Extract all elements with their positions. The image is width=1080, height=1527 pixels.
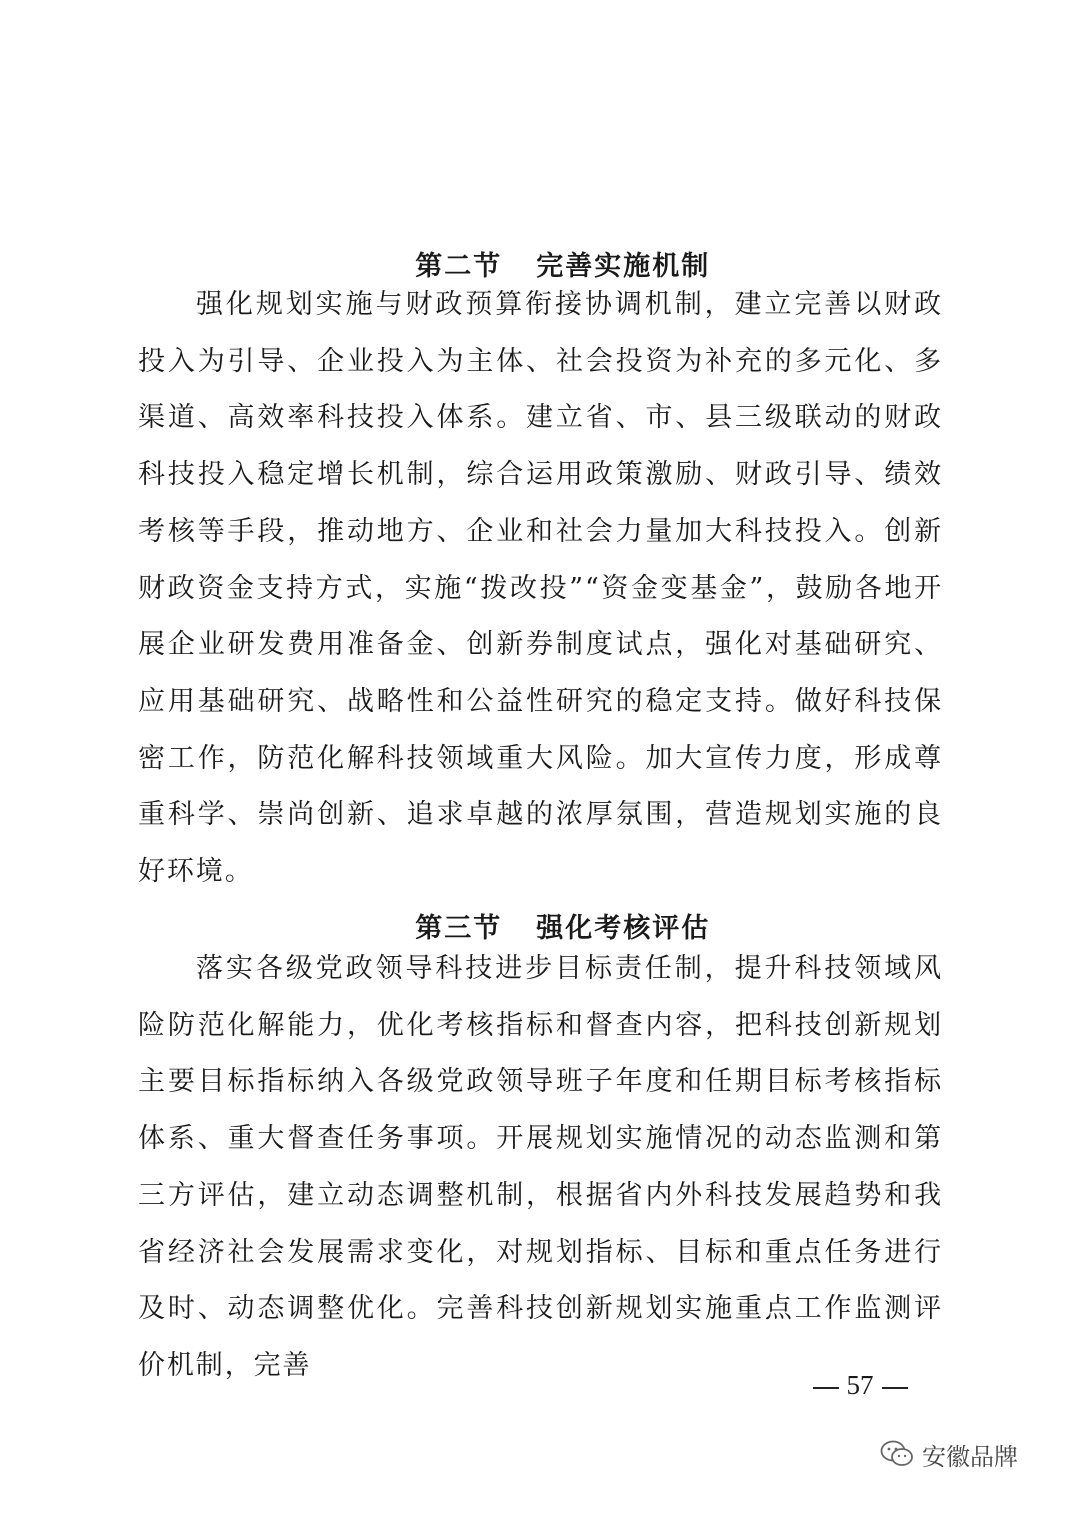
page-number — [780, 1365, 940, 1405]
wechat-icon — [880, 1439, 914, 1469]
section-paragraph: 强化规划实施与财政预算衔接协调机制，建立完善以财政投入为引导、企业投入为主体、社会投资为补充的多元化、多渠道、高效率科技投入体系。建立省、市、县三级联动的财政科技投入稳定增长机制，综合运用政策激励、财政引导、绩效考核等手段，推动地方、企业和社会力量加大科技投入。创新财政资金支持方式，实施“拨改投”“资金变基金”，鼓励各地开展企业研发费用准备金、创新券制度试点，强化对基础研究、应用基础研究、战略性和公益性研究的稳定支持。做好科技保密工作，防范化解科技领域重大风险。加大宣传力度，形成尊重科学、崇尚创新、追求卓越的浓厚氛围，营造规划实施的良好环境。 — [138, 289, 943, 888]
section-title: 完善实施机制 — [536, 251, 711, 282]
dash-right — [882, 1387, 908, 1389]
section-paragraph: 落实各级党政领导科技进步目标责任制，提升科技领域风险防范化解能力，优化考核指标和督查内容，把科技创新规划主要目标指标纳入各级党政领导班子年度和任期目标考核指标体系、重大督查任务事项。开展规划实施情况的动态监测和第三方评估，建立动态调整机制，根据省内外科技发展趋势和我省经济社会发展需求变化，对规划指标、目标和重点任务进行及时、动态调整优化。完善科技创新规划实施重点工作监测评价机制，完善 — [138, 953, 943, 1381]
section-title: 强化考核评估 — [536, 913, 711, 944]
dash-left — [813, 1387, 839, 1389]
page-number-value: 57 — [846, 1370, 874, 1400]
watermark-text: 安徽品牌 — [922, 1442, 1018, 1471]
section-number: 第三节 — [415, 913, 503, 944]
section-number: 第二节 — [415, 251, 503, 282]
watermark — [880, 1432, 1018, 1476]
